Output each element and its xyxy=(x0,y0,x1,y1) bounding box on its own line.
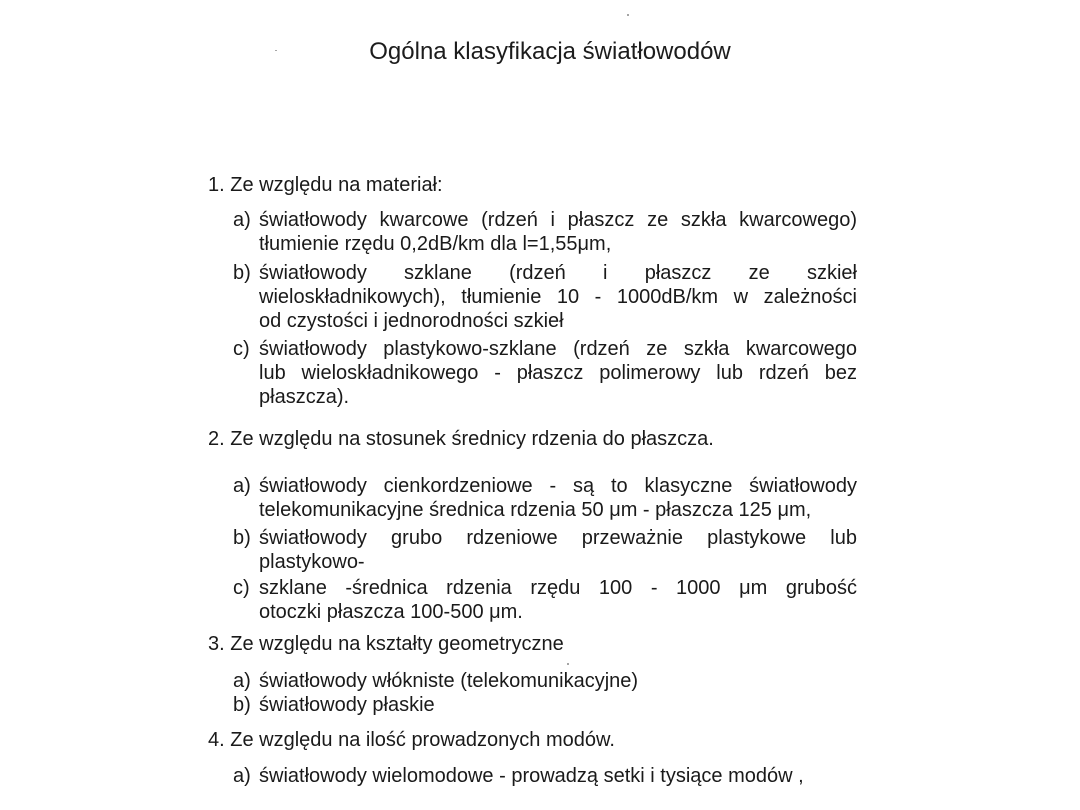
item-marker: a) xyxy=(233,765,251,787)
list-item xyxy=(233,693,857,717)
scan-speck xyxy=(275,50,277,51)
item-line: od czystości i jednorodności szkieł xyxy=(259,310,564,332)
item-line: światłowody grubo rdzeniowe przeważnie plastykowe lub xyxy=(259,527,857,549)
item-line: światłowody płaskie xyxy=(259,694,435,716)
list-item xyxy=(233,474,857,522)
item-line: światłowody kwarcowe (rdzeń i płaszcz ze szkła kwarcowego) xyxy=(259,209,857,231)
item-marker: b) xyxy=(233,262,251,284)
item-line: plastykowo- xyxy=(259,551,365,573)
item-line: światłowody szklane (rdzeń i płaszcz ze szkieł xyxy=(259,262,857,284)
item-line: światłowody wielomodowe - prowadzą setki i tysiące modów , xyxy=(259,765,804,787)
item-marker: a) xyxy=(233,475,251,497)
item-line: szklane -średnica rdzenia rzędu 100 - 1000 μm grubość xyxy=(259,577,857,599)
list-item xyxy=(233,764,857,788)
item-line: światłowody włókniste (telekomunikacyjne) xyxy=(259,670,639,692)
list-item xyxy=(233,669,857,693)
list-item xyxy=(233,526,857,574)
section-heading-2: 2. Ze względu na stosunek średnicy rdzenia do płaszcza. xyxy=(208,428,714,450)
section-heading-4: 4. Ze względu na ilość prowadzonych modów. xyxy=(208,729,615,751)
item-marker: a) xyxy=(233,670,251,692)
page-title: Ogólna klasyfikacja światłowodów xyxy=(369,38,731,65)
item-line: światłowody plastykowo-szklane (rdzeń ze szkła kwarcowego xyxy=(259,338,857,360)
list-item xyxy=(233,576,857,624)
item-line: lub wieloskładnikowego - płaszcz polimerowy lub rdzeń bez xyxy=(259,362,857,384)
item-line: telekomunikacyjne średnica rdzenia 50 μm - płaszcza 125 μm, xyxy=(259,499,812,521)
item-marker: b) xyxy=(233,527,251,549)
scan-speck xyxy=(567,663,569,665)
item-marker: b) xyxy=(233,694,251,716)
item-line: tłumienie rzędu 0,2dB/km dla l=1,55μm, xyxy=(259,233,612,255)
item-marker: c) xyxy=(233,577,250,599)
item-line: płaszcza). xyxy=(259,386,350,408)
scan-speck xyxy=(627,14,629,16)
section-heading-1: 1. Ze względu na materiał: xyxy=(208,174,443,196)
item-line: światłowody cienkordzeniowe - są to klasyczne światłowody xyxy=(259,475,857,497)
list-item xyxy=(233,261,857,333)
item-line: wieloskładnikowych), tłumienie 10 - 1000dB/km w zależności xyxy=(259,286,857,308)
item-marker: c) xyxy=(233,338,250,360)
list-item xyxy=(233,208,857,256)
item-marker: a) xyxy=(233,209,251,231)
section-heading-3: 3. Ze względu na kształty geometryczne xyxy=(208,633,564,655)
item-line: otoczki płaszcza 100-500 μm. xyxy=(259,601,523,623)
list-item xyxy=(233,337,857,409)
